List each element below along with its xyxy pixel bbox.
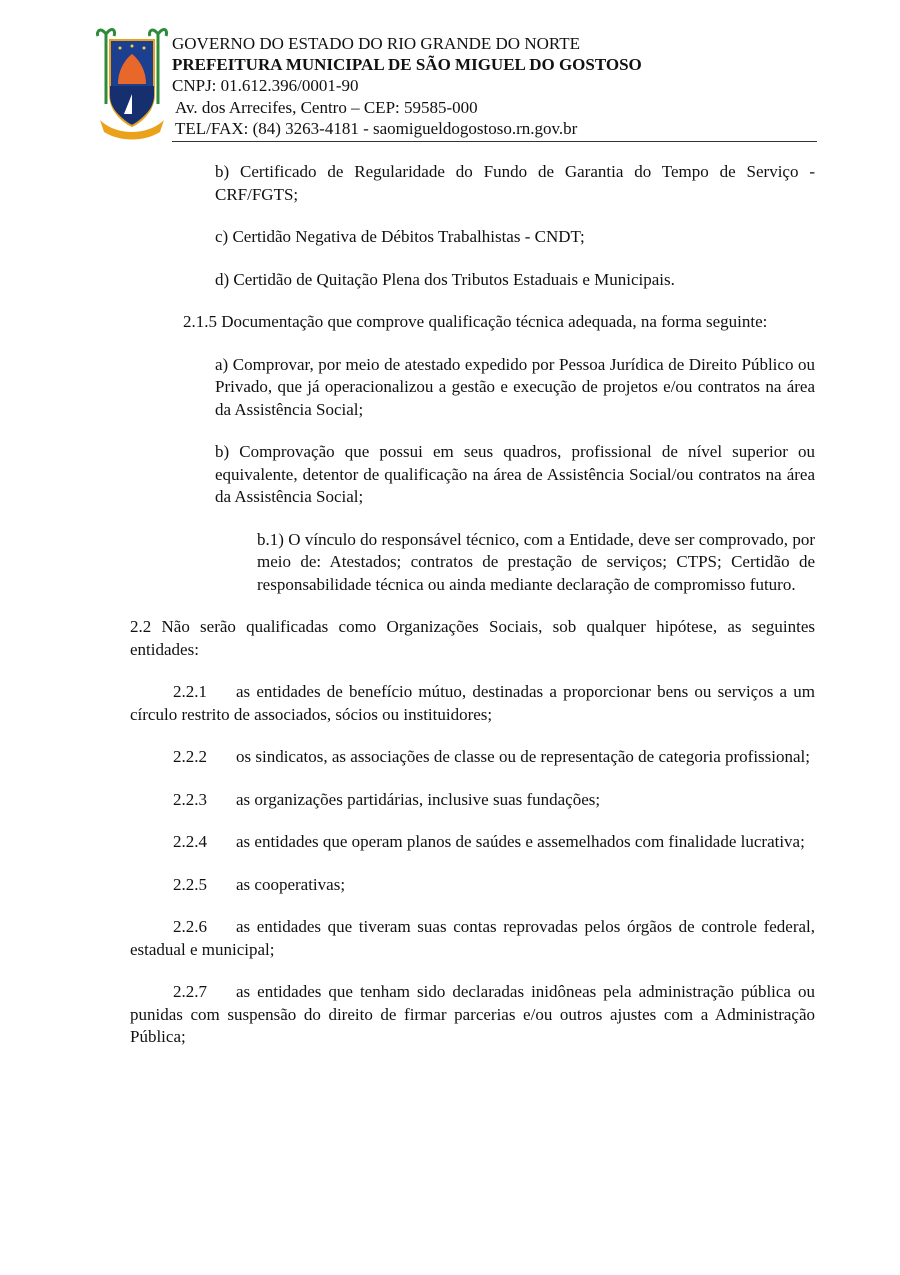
list-item (130, 916, 815, 961)
list-item (130, 746, 815, 769)
item-text: as organizações partidárias, inclusive suas fundações; (236, 789, 601, 809)
list-item (130, 681, 815, 726)
list-item (130, 831, 815, 854)
list-item (130, 789, 815, 812)
list-item (130, 981, 815, 1049)
letterhead (172, 33, 642, 139)
contact-line: TEL/FAX: (84) 3263-4181 - saomigueldogostoso.rn.gov.br (175, 118, 578, 138)
item-number: 2.2.1 (173, 682, 207, 701)
paragraph-a-comprovar: a) Comprovar, por meio de atestado expedido por Pessoa Jurídica de Direito Público ou Privado, que já operacionalizou a gestão e execução de projetos e/ou contratos na área da Assistência Social; (215, 354, 815, 419)
paragraph-b-comprovacao: b) Comprovação que possui em seus quadros, profissional de nível superior ou equivalente, detentor de qualificação na área de Assistência Social/ou contratos na área da Assistência Social; (215, 442, 815, 506)
paragraph-b1-vinculo: b.1) O vínculo do responsável técnico, com a Entidade, deve ser comprovado, por meio de: Atestados; contratos de prestação de serviços; CTPS; Certidão de responsabilidade técnica ou ainda mediante declaração de compromisso futuro. (257, 529, 815, 594)
item-text: os sindicatos, as associações de classe ou de representação de categoria profissional; (236, 747, 811, 766)
item-text: as entidades que operam planos de saúdes e assemelhados com finalidade lucrativa; (236, 832, 805, 851)
item-number: 2.2.3 (173, 789, 207, 809)
paragraph-c-cndt: c) Certidão Negativa de Débitos Trabalhistas - CNDT; (215, 227, 585, 246)
municipality-name: PREFEITURA MUNICIPAL DE SÃO MIGUEL DO GOSTOSO (172, 55, 642, 75)
item-number: 2.2.4 (173, 832, 207, 851)
header-divider (172, 141, 817, 142)
item-text: as entidades que tiveram suas contas reprovadas pelos órgãos de controle federal, estadual e municipal; (130, 917, 815, 959)
item-number: 2.2.7 (173, 982, 207, 1001)
item-text: as entidades de benefício mútuo, destinadas a proporcionar bens ou serviços a um círculo restrito de associados, sócios ou instituidores; (130, 682, 815, 724)
section-2-2: 2.2 Não serão qualificadas como Organizações Sociais, sob qualquer hipótese, as seguintes entidades: (130, 617, 815, 659)
item-number: 2.2.2 (173, 747, 207, 766)
list-item (130, 874, 815, 897)
municipal-coat-of-arms-logo (96, 24, 168, 142)
address-line: Av. dos Arrecifes, Centro – CEP: 59585-000 (175, 97, 478, 117)
item-number: 2.2.6 (173, 917, 207, 936)
state-government-line: GOVERNO DO ESTADO DO RIO GRANDE DO NORTE (172, 34, 580, 53)
item-number: 2.2.5 (173, 874, 207, 894)
item-text: as entidades que tenham sido declaradas inidôneas pela administração pública ou punidas com suspensão do direito de firmar parcerias e/ou outros ajustes com a Administração Pública; (130, 982, 815, 1046)
paragraph-d-quitacao: d) Certidão de Quitação Plena dos Tributos Estaduais e Municipais. (215, 269, 675, 289)
section-2-1-5: 2.1.5 Documentação que comprove qualificação técnica adequada, na forma seguinte: (183, 312, 768, 331)
cnpj-line: CNPJ: 01.612.396/0001-90 (172, 76, 359, 96)
paragraph-b-crf: b) Certificado de Regularidade do Fundo de Garantia do Tempo de Serviço - CRF/FGTS; (215, 162, 815, 204)
item-text: as cooperativas; (236, 874, 346, 894)
